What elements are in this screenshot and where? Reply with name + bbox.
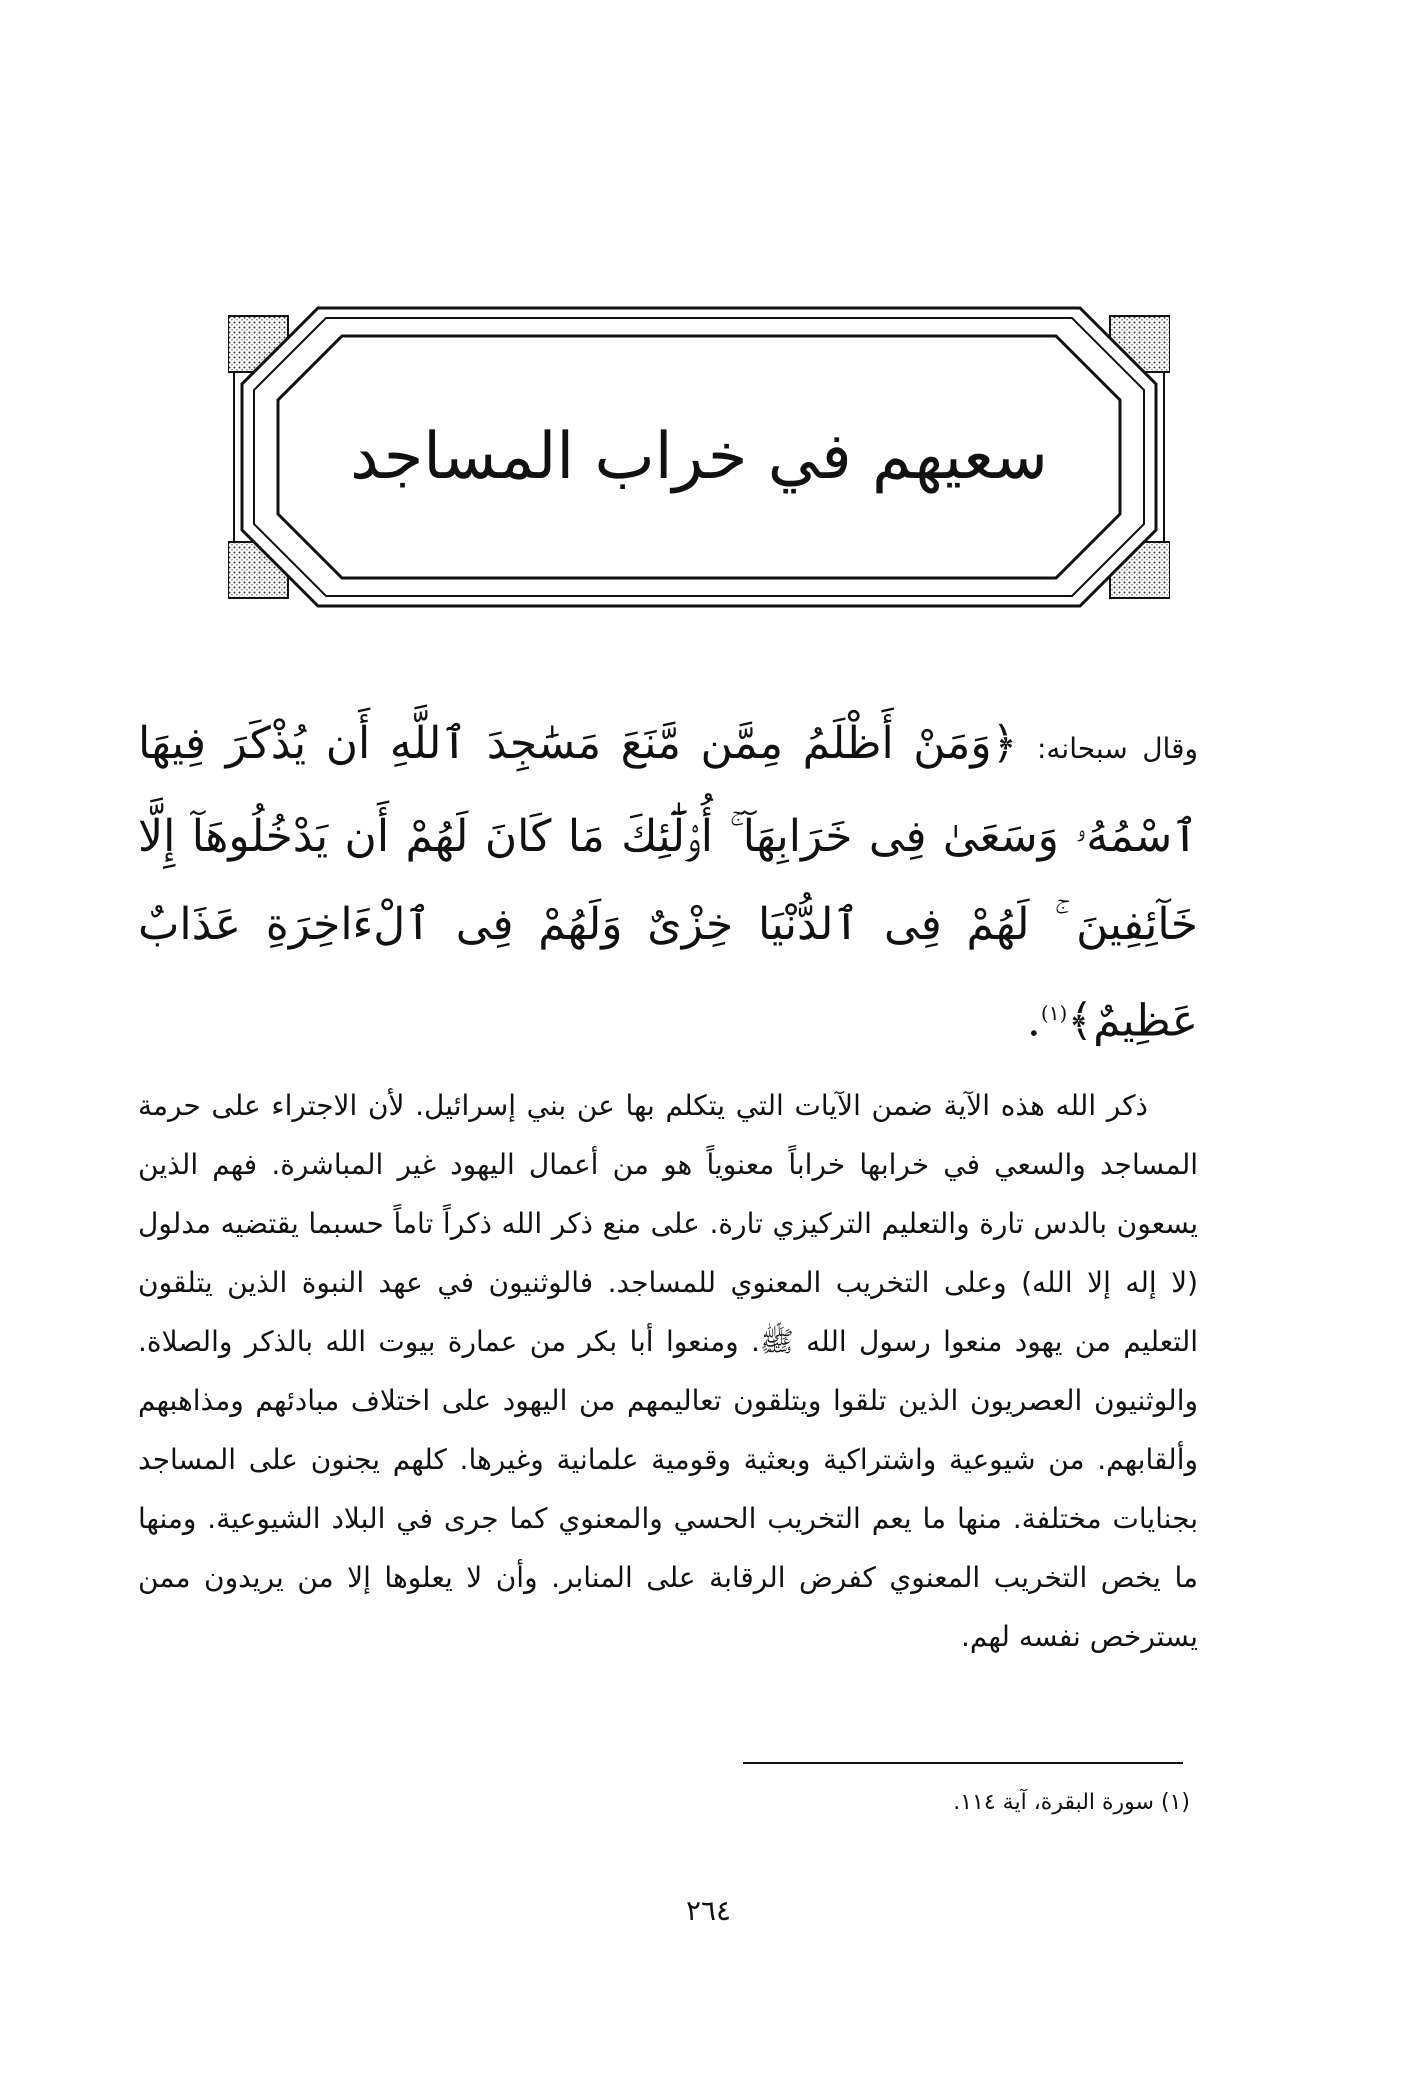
page-number: ٢٦٤ bbox=[685, 1894, 732, 1927]
footnote-divider bbox=[743, 1762, 1183, 1764]
verse-intro: وقال سبحانه: bbox=[1036, 732, 1198, 765]
quran-verse bbox=[138, 700, 1198, 1066]
footnote-text: سورة البقرة، آية ١١٤. bbox=[953, 1790, 1154, 1815]
footnote-number: (١) bbox=[1160, 1790, 1190, 1815]
verse-text: وَمَنْ أَظْلَمُ مِمَّن مَّنَعَ مَسَٰجِدَ ٱللَّهِ أَن يُذْكَرَ فِيهَا ٱسْمُهُۥ وَسَعَىٰ فِى خَرَابِهَآ ۚ أُو۟لَٰٓئِكَ مَا كَانَ لَهُمْ أَن يَدْخُلُوهَآ إِلَّا خَآئِفِينَ ۚ لَهُمْ فِى ٱلدُّنْيَا خِزْىٌ وَلَهُمْ فِى ٱلْءَاخِرَةِ عَذَابٌ عَظِيمٌ bbox=[138, 718, 1198, 1047]
chapter-title: سعيهم في خراب المساجد bbox=[350, 420, 1048, 494]
title-frame bbox=[228, 306, 1170, 608]
main-content bbox=[138, 700, 1198, 1666]
body-paragraph: ذكر الله هذه الآية ضمن الآيات التي يتكلم بها عن بني إسرائيل. لأن الاجتراء على حرمة المساجد والسعي في خرابها خراباً معنوياً هو من أعمال اليهود غير المباشرة. فهم الذين يسعون بالدس تارة والتعليم التركيزي تارة. على منع ذكر الله ذكراً تاماً حسبما يقتضيه مدلول (لا إله إلا الله) وعلى التخريب المعنوي للمساجد. فالوثنيون في عهد النبوة الذين يتلقون التعليم من يهود منعوا رسول الله ﷺ. ومنعوا أبا بكر من عمارة بيوت الله بالذكر والصلاة. والوثنيون العصريون الذين تلقوا ويتلقون تعاليمهم من اليهود على اختلاف مبادئهم ومذاهبهم وألقابهم. من شيوعية واشتراكية وبعثية وقومية علمانية وغيرها. كلهم يجنون على المساجد بجنايات مختلفة. منها ما يعم التخريب الحسي والمعنوي كما جرى في البلاد الشيوعية. ومنها ما يخص التخريب المعنوي كفرض الرقابة على المنابر. وأن لا يعلوها إلا من يريدون ممن يسترخص نفسه لهم. bbox=[138, 1088, 1198, 1653]
verse-close-bracket: ﴾ bbox=[1067, 995, 1094, 1047]
footnote-ref: (١) bbox=[1040, 1001, 1068, 1025]
verse-open-bracket: ﴿ bbox=[991, 718, 1018, 769]
footnote bbox=[600, 1786, 1190, 1820]
verse-end: . bbox=[1026, 995, 1041, 1047]
